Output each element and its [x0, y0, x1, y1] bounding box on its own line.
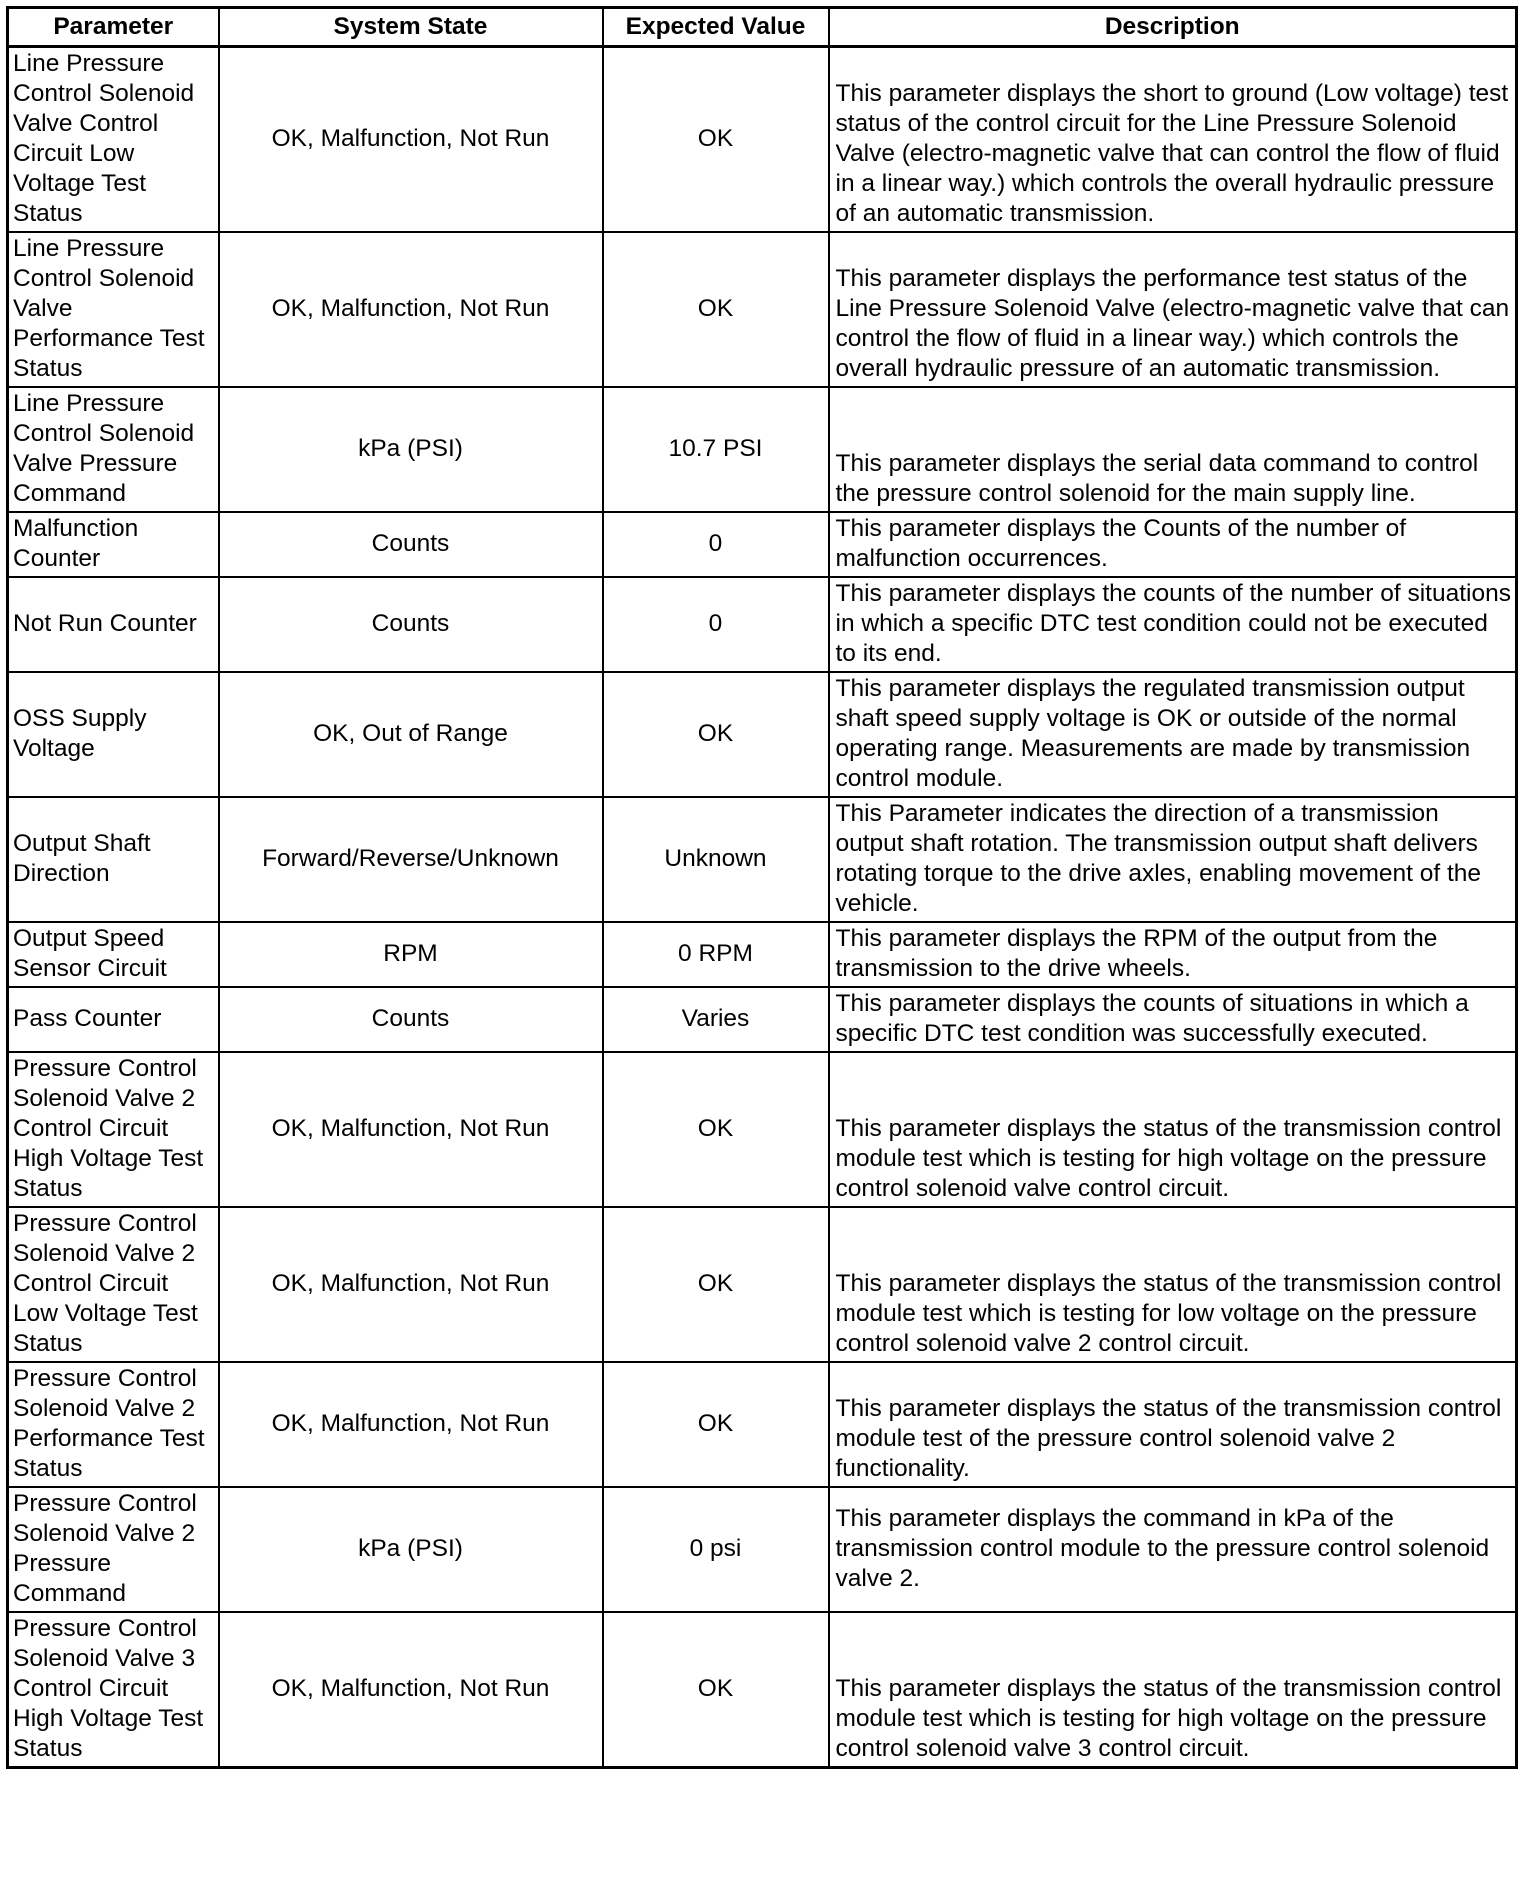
- description-cell: This parameter displays the serial data command to control the pressure control solenoid for the main supply line.: [829, 387, 1517, 512]
- system-state-cell: OK, Out of Range: [219, 672, 603, 797]
- description-cell: This parameter displays the RPM of the output from the transmission to the drive wheels.: [829, 922, 1517, 987]
- description-cell: This parameter displays the performance test status of the Line Pressure Solenoid Valve (electro-magnetic valve that can control the flow of fluid in a linear way.) which controls the overall hydraulic pressure of an automatic transmission.: [829, 232, 1517, 387]
- system-state-cell: Forward/Reverse/Unknown: [219, 797, 603, 922]
- header-parameter: Parameter: [8, 8, 219, 47]
- parameter-cell: Pressure Control Solenoid Valve 2 Pressure Command: [8, 1487, 219, 1612]
- system-state-cell: kPa (PSI): [219, 387, 603, 512]
- expected-value-cell: OK: [603, 1207, 829, 1362]
- parameter-table: [6, 6, 1518, 1769]
- parameter-cell: Pass Counter: [8, 987, 219, 1052]
- system-state-cell: OK, Malfunction, Not Run: [219, 1362, 603, 1487]
- table-row: [8, 577, 1517, 672]
- description-cell: This parameter displays the status of the transmission control module test which is testing for low voltage on the pressure control solenoid valve 2 control circuit.: [829, 1207, 1517, 1362]
- table-row: [8, 387, 1517, 512]
- table-row: [8, 1207, 1517, 1362]
- table-row: [8, 1612, 1517, 1768]
- expected-value-cell: OK: [603, 1612, 829, 1768]
- system-state-cell: OK, Malfunction, Not Run: [219, 1207, 603, 1362]
- system-state-cell: OK, Malfunction, Not Run: [219, 1052, 603, 1207]
- table-row: [8, 232, 1517, 387]
- table-row: [8, 1487, 1517, 1612]
- expected-value-cell: 0: [603, 577, 829, 672]
- table-body: [8, 47, 1517, 1768]
- header-description: Description: [829, 8, 1517, 47]
- description-cell: This parameter displays the command in kPa of the transmission control module to the pressure control solenoid valve 2.: [829, 1487, 1517, 1612]
- description-cell: This parameter displays the counts of situations in which a specific DTC test condition was successfully executed.: [829, 987, 1517, 1052]
- description-cell: This parameter displays the regulated transmission output shaft speed supply voltage is OK or outside of the normal operating range. Measurements are made by transmission control module.: [829, 672, 1517, 797]
- system-state-cell: kPa (PSI): [219, 1487, 603, 1612]
- expected-value-cell: Varies: [603, 987, 829, 1052]
- system-state-cell: RPM: [219, 922, 603, 987]
- expected-value-cell: 10.7 PSI: [603, 387, 829, 512]
- description-cell: This parameter displays the short to ground (Low voltage) test status of the control circuit for the Line Pressure Solenoid Valve (electro-magnetic valve that can control the flow of fluid in a linear way.) which controls the overall hydraulic pressure of an automatic transmission.: [829, 47, 1517, 233]
- expected-value-cell: OK: [603, 1052, 829, 1207]
- expected-value-cell: OK: [603, 232, 829, 387]
- system-state-cell: OK, Malfunction, Not Run: [219, 1612, 603, 1768]
- system-state-cell: Counts: [219, 987, 603, 1052]
- description-cell: This parameter displays the status of the transmission control module test of the pressure control solenoid valve 2 functionality.: [829, 1362, 1517, 1487]
- parameter-cell: Line Pressure Control Solenoid Valve Pressure Command: [8, 387, 219, 512]
- system-state-cell: OK, Malfunction, Not Run: [219, 47, 603, 233]
- parameter-cell: Line Pressure Control Solenoid Valve Performance Test Status: [8, 232, 219, 387]
- parameter-cell: Not Run Counter: [8, 577, 219, 672]
- table-row: [8, 47, 1517, 233]
- parameter-cell: Pressure Control Solenoid Valve 2 Control Circuit Low Voltage Test Status: [8, 1207, 219, 1362]
- header-row: [8, 8, 1517, 47]
- parameter-cell: Pressure Control Solenoid Valve 2 Performance Test Status: [8, 1362, 219, 1487]
- expected-value-cell: 0: [603, 512, 829, 577]
- table-row: [8, 672, 1517, 797]
- table-header: [8, 8, 1517, 47]
- expected-value-cell: 0 psi: [603, 1487, 829, 1612]
- expected-value-cell: OK: [603, 1362, 829, 1487]
- expected-value-cell: OK: [603, 47, 829, 233]
- system-state-cell: OK, Malfunction, Not Run: [219, 232, 603, 387]
- description-cell: This Parameter indicates the direction of a transmission output shaft rotation. The transmission output shaft delivers rotating torque to the drive axles, enabling movement of the vehicle.: [829, 797, 1517, 922]
- parameter-cell: Line Pressure Control Solenoid Valve Control Circuit Low Voltage Test Status: [8, 47, 219, 233]
- description-cell: This parameter displays the status of the transmission control module test which is testing for high voltage on the pressure control solenoid valve 3 control circuit.: [829, 1612, 1517, 1768]
- table-row: [8, 797, 1517, 922]
- table-row: [8, 1052, 1517, 1207]
- description-cell: This parameter displays the Counts of the number of malfunction occurrences.: [829, 512, 1517, 577]
- parameter-cell: OSS Supply Voltage: [8, 672, 219, 797]
- parameter-cell: Pressure Control Solenoid Valve 3 Control Circuit High Voltage Test Status: [8, 1612, 219, 1768]
- description-cell: This parameter displays the status of the transmission control module test which is testing for high voltage on the pressure control solenoid valve control circuit.: [829, 1052, 1517, 1207]
- parameter-cell: Pressure Control Solenoid Valve 2 Control Circuit High Voltage Test Status: [8, 1052, 219, 1207]
- header-expected-value: Expected Value: [603, 8, 829, 47]
- expected-value-cell: Unknown: [603, 797, 829, 922]
- expected-value-cell: 0 RPM: [603, 922, 829, 987]
- header-system-state: System State: [219, 8, 603, 47]
- table-row: [8, 512, 1517, 577]
- table-row: [8, 1362, 1517, 1487]
- system-state-cell: Counts: [219, 577, 603, 672]
- table-row: [8, 987, 1517, 1052]
- parameter-cell: Output Speed Sensor Circuit: [8, 922, 219, 987]
- expected-value-cell: OK: [603, 672, 829, 797]
- parameter-cell: Output Shaft Direction: [8, 797, 219, 922]
- description-cell: This parameter displays the counts of the number of situations in which a specific DTC test condition could not be executed to its end.: [829, 577, 1517, 672]
- parameter-cell: Malfunction Counter: [8, 512, 219, 577]
- system-state-cell: Counts: [219, 512, 603, 577]
- table-row: [8, 922, 1517, 987]
